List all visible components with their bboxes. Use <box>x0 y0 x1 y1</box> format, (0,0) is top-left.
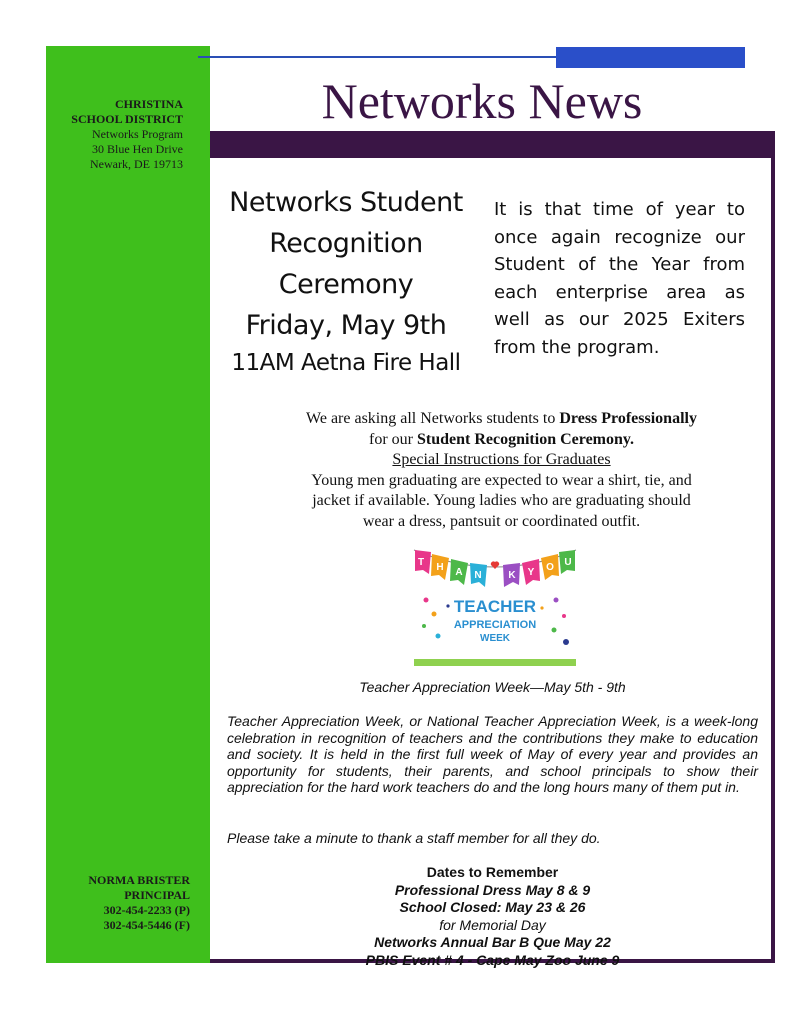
confetti-dot <box>424 598 429 603</box>
intro-paragraph: It is that time of year to once again recognize our Student of the Year from each enterprise area as well as our 2025 Exiters from the program. <box>494 199 745 358</box>
banner-flag <box>431 554 449 580</box>
dress-code-notice <box>240 409 763 532</box>
sidebar-panel <box>46 46 210 963</box>
banner-flag <box>541 554 559 580</box>
confetti-dot <box>562 614 566 618</box>
banner-letter: Y <box>527 567 535 578</box>
dress-ask-line <box>240 409 763 430</box>
newsletter-title: Networks News <box>321 73 643 129</box>
district-name-line1: CHRISTINA <box>114 97 183 111</box>
banner-letter: N <box>474 570 482 581</box>
banner-flag <box>522 559 540 585</box>
graduate-instructions-heading: Special Instructions for Graduates <box>392 451 611 468</box>
district-name-line2: SCHOOL DISTRICT <box>71 112 183 126</box>
dress-for-emphasis: Student Recognition Ceremony. <box>416 430 635 448</box>
date-item-closed <box>220 899 765 934</box>
event-title-line3: Ceremony <box>278 269 414 300</box>
banner-flag <box>503 563 520 587</box>
top-divider-line <box>198 56 558 58</box>
confetti-dot <box>422 624 426 628</box>
graduate-instructions-line2: jacket if available. Young ladies who are graduating should <box>312 492 691 509</box>
confetti-dot <box>432 612 437 617</box>
dress-ask-emphasis: Dress Professionally <box>559 410 697 427</box>
confetti-dot <box>552 628 557 633</box>
date-item-barbecue: Networks Annual Bar B Que May 22 <box>374 934 611 950</box>
principal-fax: 302-454-5446 (F) <box>103 918 190 932</box>
confetti-dot <box>446 604 449 607</box>
teacher-appreciation-graphic <box>412 544 578 668</box>
dates-heading: Dates to Remember <box>426 864 559 880</box>
teacher-week-paragraph: Teacher Appreciation Week, or National Teacher Appreciation Week, is a week-long celebration in recognition of teachers and the contributions they make to education and society. It is held in the first full week of May of every year and provides an opportunity for students, their parents, and school principals to show their appreciation for the hard work teachers do and the long hours many of them put in. <box>227 713 758 795</box>
banner-flag <box>470 563 487 587</box>
banner-letter: T <box>417 557 425 568</box>
banner-letter: K <box>508 570 516 581</box>
banner-letter: O <box>546 562 554 573</box>
principal-name: NORMA BRISTER <box>88 873 190 887</box>
date-item-dress: Professional Dress May 8 & 9 <box>394 881 591 898</box>
teacher-week-caption: Teacher Appreciation Week—May 5th - 9th <box>359 679 626 695</box>
graphic-word-appreciation: APPRECIATION <box>453 619 537 631</box>
program-name: Networks Program <box>92 127 183 141</box>
banner-flag <box>450 559 468 585</box>
principal-title: PRINCIPAL <box>124 888 190 902</box>
date-item-closed-main: School Closed: May 23 & 26 <box>399 899 586 915</box>
event-date: Friday, May 9th <box>245 310 447 341</box>
grass-strip <box>414 659 576 666</box>
banner-letter: A <box>455 567 463 578</box>
title-underbar <box>210 131 775 158</box>
dress-ask-text: We are asking all Networks students to <box>306 410 560 427</box>
graphic-word-week: WEEK <box>480 633 510 644</box>
principal-phone: 302-454-2233 (P) <box>103 903 190 917</box>
event-time-location: 11AM Aetna Fire Hall <box>231 350 461 376</box>
dress-for-line <box>240 430 763 451</box>
street-address: 30 Blue Hen Drive <box>92 142 183 156</box>
principal-contact <box>46 873 190 933</box>
confetti-dot <box>436 634 441 639</box>
dates-to-remember <box>220 864 765 969</box>
graphic-word-teacher: TEACHER <box>453 597 537 616</box>
top-accent-block <box>556 47 745 68</box>
city-state-zip: Newark, DE 19713 <box>90 157 183 171</box>
banner-flag <box>415 550 431 574</box>
graduate-instructions-line3: wear a dress, pantsuit or coordinated outfit. <box>362 512 641 530</box>
graduate-instructions-line1: Young men graduating are expected to wear a shirt, tie, and <box>311 471 692 489</box>
date-item-pbis-event: PBIS Event # 4 - Cape May Zoo June 9 <box>365 951 620 968</box>
confetti-dot <box>563 639 569 645</box>
banner-flag <box>559 550 575 574</box>
confetti-dot <box>540 606 543 609</box>
district-address <box>46 97 183 172</box>
banner-letter: H <box>436 562 444 573</box>
thank-staff-note: Please take a minute to thank a staff member for all they do. <box>227 830 601 846</box>
heart-icon <box>491 561 499 569</box>
event-title-line2: Recognition <box>269 228 423 259</box>
event-heading <box>220 182 472 380</box>
confetti-dot <box>554 598 559 603</box>
event-title-line1: Networks Student <box>229 187 463 218</box>
banner-letter: U <box>564 557 572 568</box>
dress-for-text: for our <box>368 430 417 448</box>
date-item-closed-note: for Memorial Day <box>439 916 546 933</box>
